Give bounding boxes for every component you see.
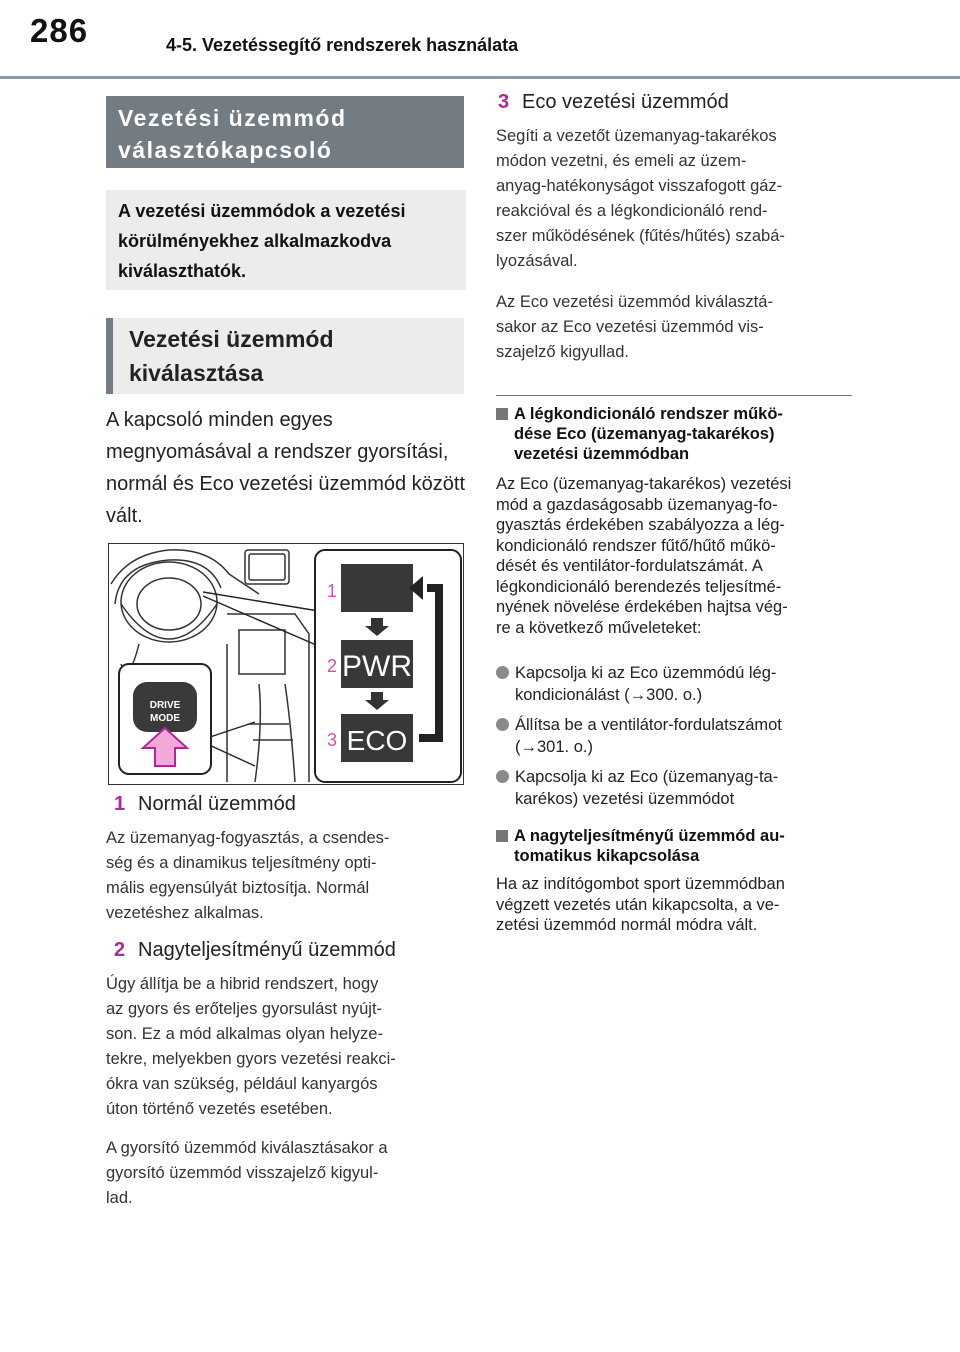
text-line: szer működésének (fűtés/hűtés) szabá- — [496, 227, 785, 245]
eco-label: ECO — [346, 725, 408, 756]
bullet-item-2 — [496, 714, 852, 758]
text-line: Az Eco vezetési üzemmód kiválasztá- — [496, 293, 773, 311]
mode-label-3: 3 — [327, 730, 338, 750]
item-1-heading — [114, 792, 296, 816]
item-2-title: Nagyteljesítményű üzemmód — [138, 939, 396, 961]
bullet-line: kondicionálást (→300. o.) — [515, 686, 703, 704]
text-line: zetési üzemmód normál módra vált. — [496, 916, 758, 934]
bullet-line: Kapcsolja ki az Eco (üzemanyag-ta- — [515, 768, 779, 786]
page-number: 286 — [30, 12, 89, 49]
sub-section-title: Vezetési üzemmód kiválasztása — [106, 318, 464, 394]
mode-label-1: 1 — [327, 581, 338, 601]
text-line: Úgy állítja be a hibrid rendszert, hogy — [106, 975, 379, 993]
bullet-line: Állítsa be a ventilátor-fordulatszámot — [515, 716, 782, 734]
text-line: gyorsító üzemmód visszajelző kigyul- — [106, 1164, 379, 1182]
text-line: re a következő műveleteket: — [496, 618, 702, 637]
circle-bullet-icon — [496, 718, 509, 731]
square-bullet-icon — [496, 408, 508, 420]
text-line: kondicionáló rendszer fűtő/hűtő műkö- — [496, 536, 776, 555]
text-line: dését és ventilátor-fordulatszámát. A — [496, 557, 763, 575]
section-title: 4-5. Vezetéssegítő rendszerek használata — [166, 35, 519, 55]
header-divider — [0, 76, 960, 79]
text-line: reakcióval és a légkondicionáló rend- — [496, 202, 768, 220]
bullet-item-1 — [496, 662, 852, 706]
text-line: az gyors és erőteljes gyorsulást nyújt- — [106, 1000, 383, 1018]
bullet-item-3 — [496, 766, 852, 810]
text-line: mód a gazdaságosabb üzemanyag-fo- — [496, 495, 778, 514]
circle-bullet-icon — [496, 666, 509, 679]
mode-label-2: 2 — [327, 656, 338, 676]
text-line: ség és a dinamikus teljesítmény opti- — [106, 854, 377, 872]
text-line: módon vezetni, és emeli az üzem- — [496, 152, 747, 170]
ac-eco-heading — [496, 404, 852, 464]
bullet-line: Kapcsolja ki az Eco üzemmódú lég- — [515, 664, 777, 682]
intro-paragraph: A kapcsoló minden egyes megnyomásával a rendszer gyorsítási, normál és Eco vezetési üzemmód között vált. — [106, 409, 466, 527]
heading-line: A nagyteljesítményű üzemmód au- — [514, 827, 785, 845]
text-line: gyasztás érdekében szabályozza a lég- — [496, 516, 785, 534]
text-line: lad. — [106, 1189, 133, 1207]
pwr-label: PWR — [342, 650, 412, 683]
text-line: Az üzemanyag-fogyasztás, a csendes- — [106, 829, 390, 847]
drive-mode-figure — [108, 543, 464, 785]
heading-line: vezetési üzemmódban — [514, 445, 690, 463]
bullet-line: (→301. o.) — [515, 738, 593, 756]
item-2-number: 2 — [114, 939, 126, 961]
ac-eco-body — [496, 474, 852, 638]
section-divider — [496, 395, 852, 396]
item-3-title: Eco vezetési üzemmód — [522, 91, 729, 113]
text-line: lyozásával. — [496, 252, 578, 270]
heading-line: tomatikus kikapcsolása — [514, 847, 700, 865]
drive-mode-line1: DRIVE — [149, 700, 181, 711]
heading-line: dése Eco (üzemanyag-takarékos) — [514, 425, 775, 443]
text-line: tekre, melyekben gyors vezetési reakci- — [106, 1050, 396, 1068]
item-3-number: 3 — [498, 91, 510, 113]
item-3-text-extra — [496, 290, 773, 365]
text-line: ókra van szükség, például kanyargós — [106, 1075, 378, 1093]
square-bullet-icon — [496, 830, 508, 842]
text-line: son. Ez a mód alkalmas olyan helyze- — [106, 1025, 383, 1043]
text-line: A gyorsító üzemmód kiválasztásakor a — [106, 1139, 388, 1157]
item-1-title: Normál üzemmód — [138, 793, 296, 815]
item-2-text — [106, 972, 396, 1122]
text-line: végzett vezetés után kikapcsolta, a ve- — [496, 895, 780, 914]
item-1-number: 1 — [114, 793, 126, 815]
heading-line: A légkondicionáló rendszer műkö- — [514, 405, 783, 423]
bullet-line: karékos) vezetési üzemmódot — [515, 790, 735, 808]
item-2-text-extra — [106, 1136, 388, 1211]
summary-box: A vezetési üzemmódok a vezetési körülményekhez alkalmazkodva kiválaszthatók. — [106, 190, 466, 290]
text-line: Az Eco (üzemanyag-takarékos) vezetési — [496, 475, 792, 493]
text-line: sakor az Eco vezetési üzemmód vis- — [496, 318, 764, 336]
text-line: úton történő vezetés esetében. — [106, 1100, 333, 1118]
normal-mode-indicator — [341, 564, 413, 612]
drive-mode-line2: MODE — [150, 713, 180, 724]
item-1-text — [106, 826, 389, 926]
text-line: mális egyensúlyát biztosítja. Normál — [106, 879, 370, 897]
item-3-text — [496, 124, 785, 274]
text-line: nyének növelése érdekében hajtsa vég- — [496, 598, 788, 616]
text-line: szajelző kigyullad. — [496, 343, 629, 361]
text-line: Ha az indítógombot sport üzemmódban — [496, 875, 785, 893]
circle-bullet-icon — [496, 770, 509, 783]
text-line: légkondicionáló berendezés teljesítmé- — [496, 577, 782, 596]
text-line: anyag-hatékonyságot visszafogott gáz- — [496, 177, 783, 195]
text-line: vezetéshez alkalmas. — [106, 904, 264, 922]
sport-mode-heading — [496, 826, 852, 866]
text-line: Segíti a vezetőt üzemanyag-takarékos — [496, 127, 777, 145]
sport-mode-body — [496, 874, 852, 936]
dashboard-illustration — [109, 544, 463, 784]
item-2-heading — [114, 938, 396, 962]
item-3-heading — [498, 90, 729, 114]
main-section-title: Vezetési üzemmód választókapcsoló — [106, 96, 464, 168]
